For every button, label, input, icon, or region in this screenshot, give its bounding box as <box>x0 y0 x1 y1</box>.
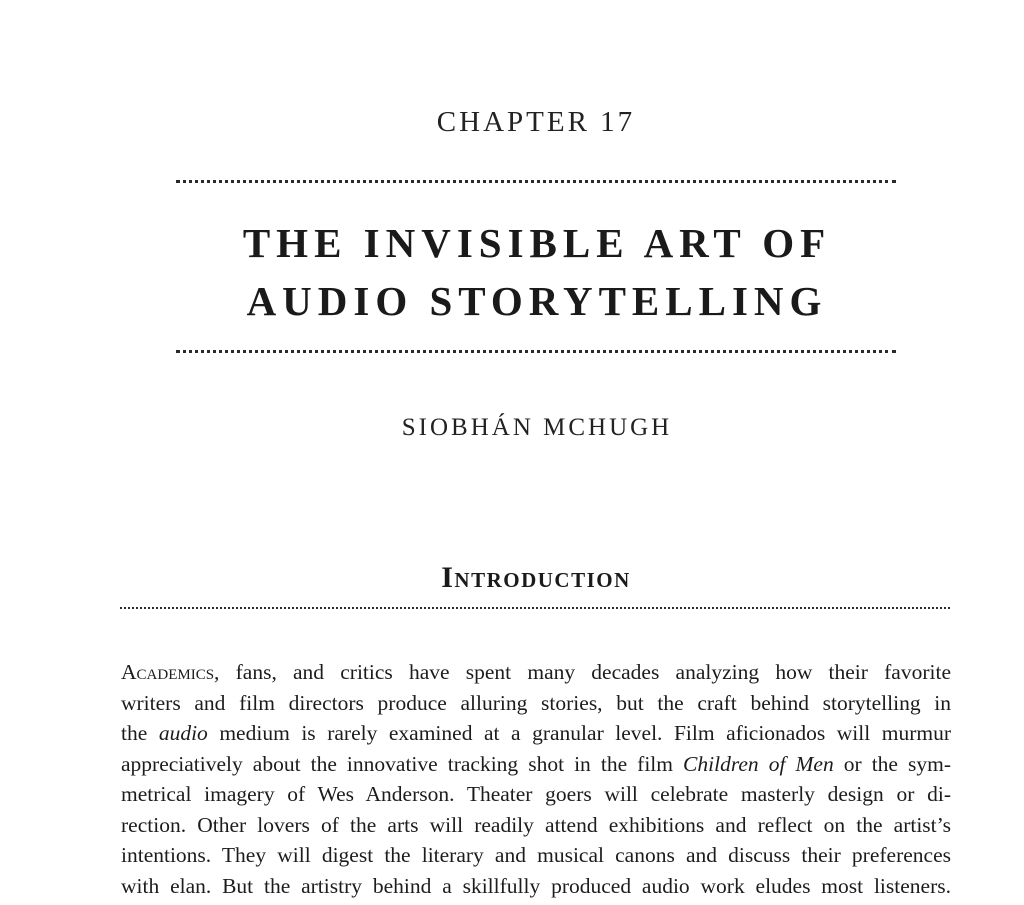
paragraph-line: with elan. But the artistry behind a skillfully produced audio work eludes most listeners. <box>121 873 951 898</box>
section-heading: Introduction <box>441 561 631 594</box>
author-name: SIOBHÁN MCHUGH <box>401 414 673 441</box>
chapter-title-line-2: AUDIO STORYTELLING <box>246 278 828 324</box>
line-text: , fans, and critics have spent many decades analyzing how their favorite <box>214 660 951 684</box>
dotted-rule-section <box>120 607 950 609</box>
paragraph-line: intentions. They will digest the literary and musical canons and discuss their preferences <box>121 843 951 867</box>
body-paragraph <box>121 657 951 901</box>
line-text: the <box>121 721 159 745</box>
line-text: medium is rarely examined at a granular level. Film aficionados will murmur <box>207 721 951 745</box>
film-title: Children of Men <box>683 751 834 776</box>
paragraph-line: rection. Other lovers of the arts will readily attend exhibitions and reflect on the artist’s <box>121 812 951 837</box>
line-text: appreciatively about the innovative tracking shot in the film <box>121 751 684 776</box>
chapter-title <box>0 214 1024 330</box>
lead-word: Academics <box>121 660 215 684</box>
chapter-number: CHAPTER 17 <box>436 106 636 138</box>
chapter-title-line-1: THE INVISIBLE ART OF <box>242 220 832 266</box>
paragraph-line: metrical imagery of Wes Anderson. Theater goers will celebrate masterly design or di- <box>121 782 951 806</box>
line-text: or the sym- <box>833 751 952 776</box>
paragraph-line: writers and film directors produce alluring stories, but the craft behind storytelling in <box>121 690 951 715</box>
paragraph-line <box>121 657 951 688</box>
dotted-rule-bottom <box>176 350 896 353</box>
dotted-rule-top <box>176 180 896 183</box>
paragraph-line <box>121 749 951 780</box>
paragraph-line <box>121 718 951 749</box>
italic-term: audio <box>158 721 208 745</box>
